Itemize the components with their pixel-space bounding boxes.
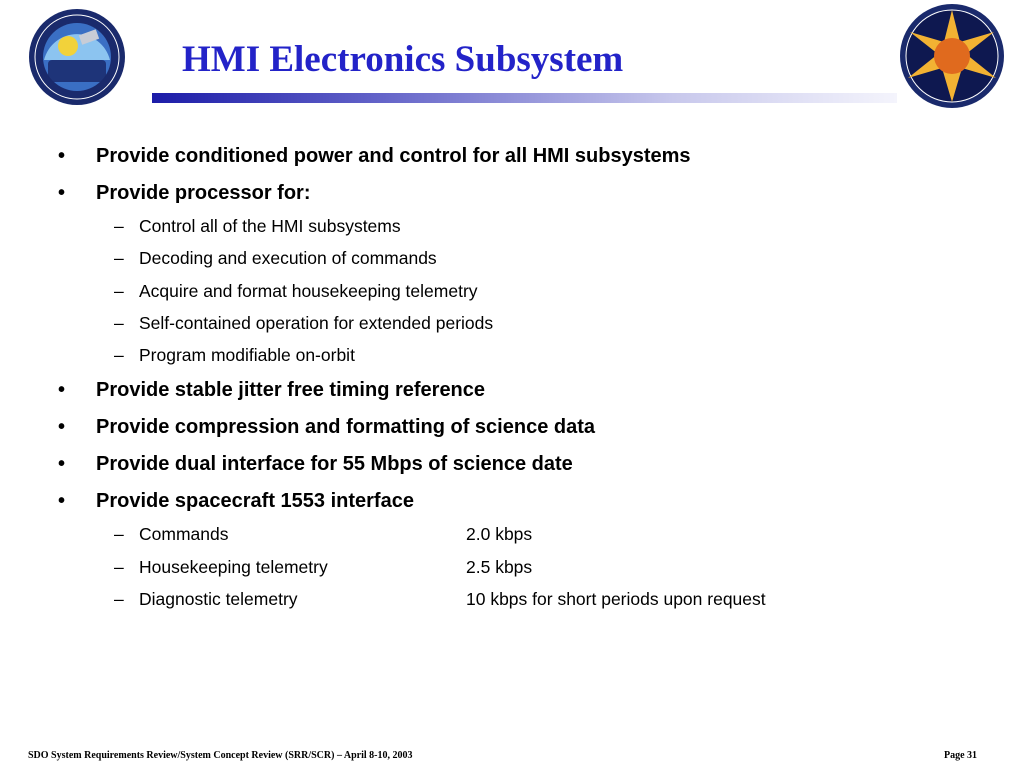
title-underline bbox=[152, 93, 897, 103]
bullet-text: Provide compression and formatting of science data bbox=[96, 416, 596, 438]
bullet-dot: • bbox=[58, 490, 66, 512]
lws-logo bbox=[898, 2, 1006, 110]
sub-bullet-dash: – bbox=[114, 557, 124, 577]
page-number: Page 31 bbox=[944, 750, 978, 761]
bullet-dot: • bbox=[58, 379, 66, 401]
slide-title: HMI Electronics Subsystem bbox=[182, 39, 624, 80]
sub-bullet-dash: – bbox=[114, 216, 124, 236]
interface-rate: 2.0 kbps bbox=[466, 524, 533, 544]
sub-bullet-text: Decoding and execution of commands bbox=[139, 248, 437, 268]
bullet-text: Provide spacecraft 1553 interface bbox=[96, 490, 414, 512]
sub-bullet-dash: – bbox=[114, 313, 124, 333]
interface-label: Diagnostic telemetry bbox=[139, 589, 298, 609]
sub-bullet-text: Program modifiable on-orbit bbox=[139, 345, 355, 365]
bullet-dot: • bbox=[58, 182, 66, 204]
sub-bullet-dash: – bbox=[114, 589, 124, 609]
sub-bullet-text: Self-contained operation for extended periods bbox=[139, 313, 494, 333]
sub-bullet-text: Acquire and format housekeeping telemetry bbox=[139, 281, 478, 301]
bullet-text: Provide stable jitter free timing reference bbox=[96, 379, 486, 401]
interface-rate: 2.5 kbps bbox=[466, 557, 533, 577]
sub-bullet-dash: – bbox=[114, 281, 124, 301]
sub-bullet-dash: – bbox=[114, 345, 124, 365]
sdo-logo bbox=[28, 8, 126, 106]
sub-bullet-text: Control all of the HMI subsystems bbox=[139, 216, 401, 236]
sub-bullet-dash: – bbox=[114, 524, 124, 544]
interface-label: Commands bbox=[139, 524, 229, 544]
footer-text: SDO System Requirements Review/System Concept Review (SRR/SCR) – April 8-10, 2003 bbox=[28, 750, 413, 761]
sub-bullet-dash: – bbox=[114, 248, 124, 268]
interface-rate: 10 kbps for short periods upon request bbox=[466, 589, 766, 609]
bullet-dot: • bbox=[58, 453, 66, 475]
interface-label: Housekeeping telemetry bbox=[139, 557, 328, 577]
bullet-dot: • bbox=[58, 145, 66, 167]
bullet-text: Provide processor for: bbox=[96, 182, 311, 204]
bullet-dot: • bbox=[58, 416, 66, 438]
bullet-text: Provide conditioned power and control for all HMI subsystems bbox=[96, 145, 691, 167]
bullet-text: Provide dual interface for 55 Mbps of science date bbox=[96, 453, 573, 475]
